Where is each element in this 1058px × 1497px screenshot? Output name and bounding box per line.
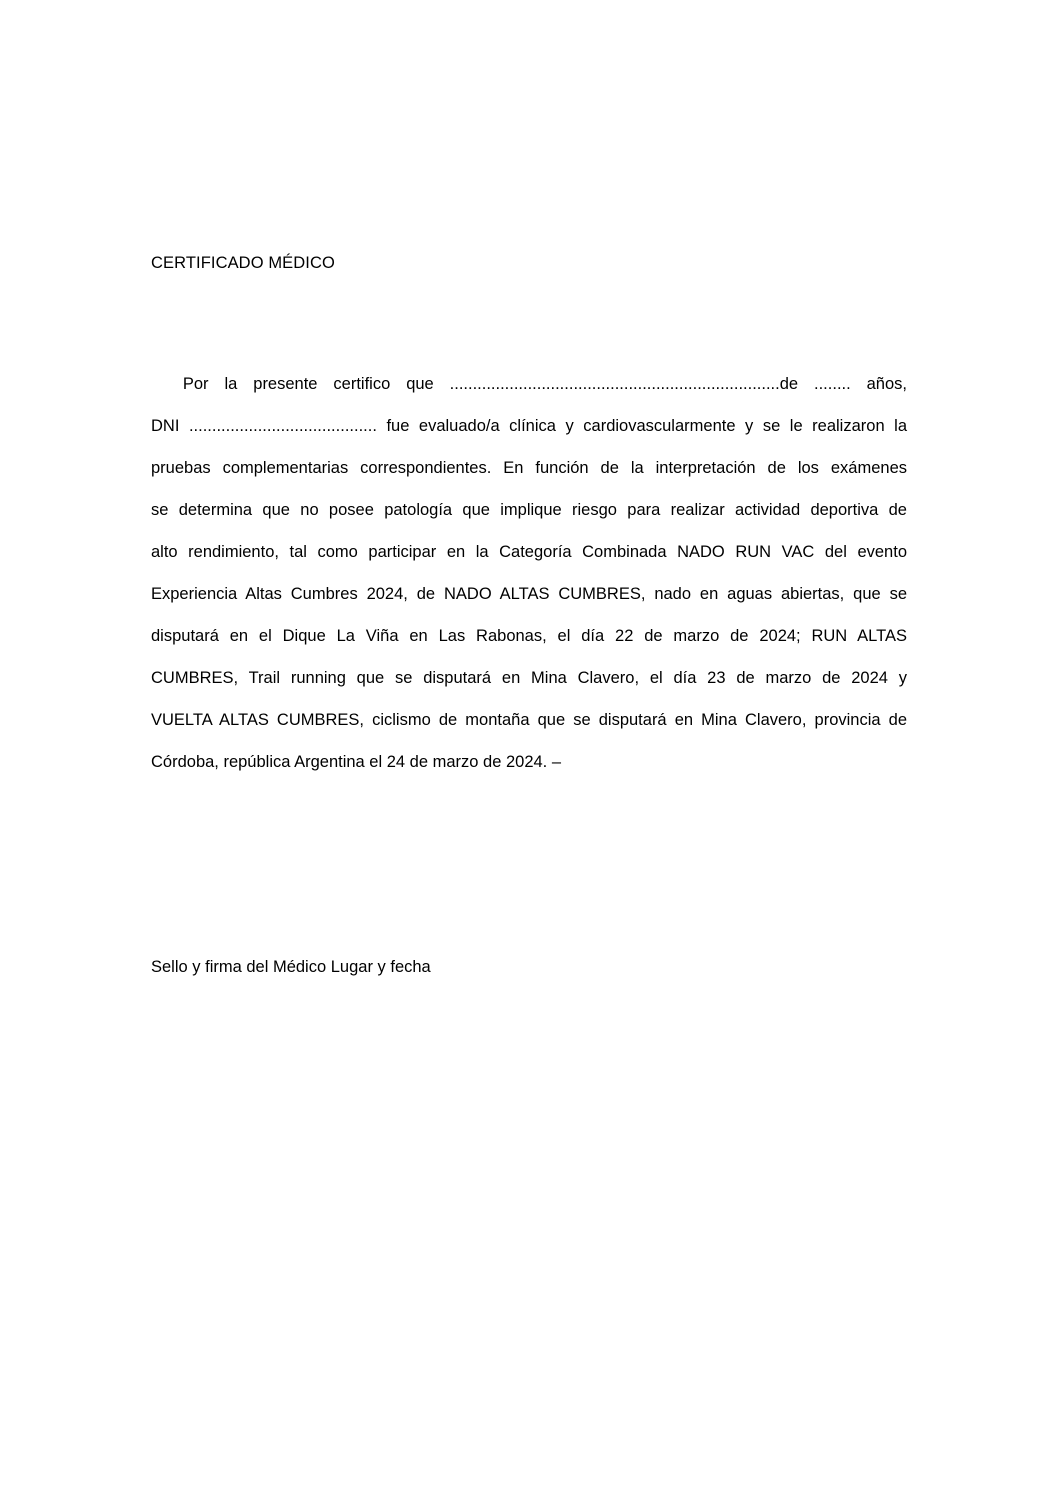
body-line-6: Experiencia Altas Cumbres 2024, de NADO ALTAS CUMBRES, nado en aguas abiertas, que se (151, 585, 907, 603)
body-line-9: VUELTA ALTAS CUMBRES, ciclismo de montaña que se disputará en Mina Clavero, provincia de (151, 711, 907, 729)
body-line-2: DNI ......................................... fue evaluado/a clínica y cardiovascularmente y se le realizaron la (151, 417, 907, 435)
document-title: CERTIFICADO MÉDICO (151, 254, 335, 272)
body-line-1: Por la presente certifico que ........................................................................de ........ años, (151, 375, 907, 393)
body-line-8: CUMBRES, Trail running que se disputará en Mina Clavero, el día 23 de marzo de 2024 y (151, 669, 907, 687)
body-line-4: se determina que no posee patología que implique riesgo para realizar actividad deportiva de (151, 501, 907, 519)
body-line-10: Córdoba, república Argentina el 24 de marzo de 2024. – (151, 753, 562, 771)
body-line-3: pruebas complementarias correspondientes. En función de la interpretación de los exámenes (151, 459, 907, 477)
signature-line: Sello y firma del Médico Lugar y fecha (151, 958, 431, 976)
body-line-5: alto rendimiento, tal como participar en la Categoría Combinada NADO RUN VAC del evento (151, 543, 907, 561)
body-line-7: disputará en el Dique La Viña en Las Rabonas, el día 22 de marzo de 2024; RUN ALTAS (151, 627, 907, 645)
